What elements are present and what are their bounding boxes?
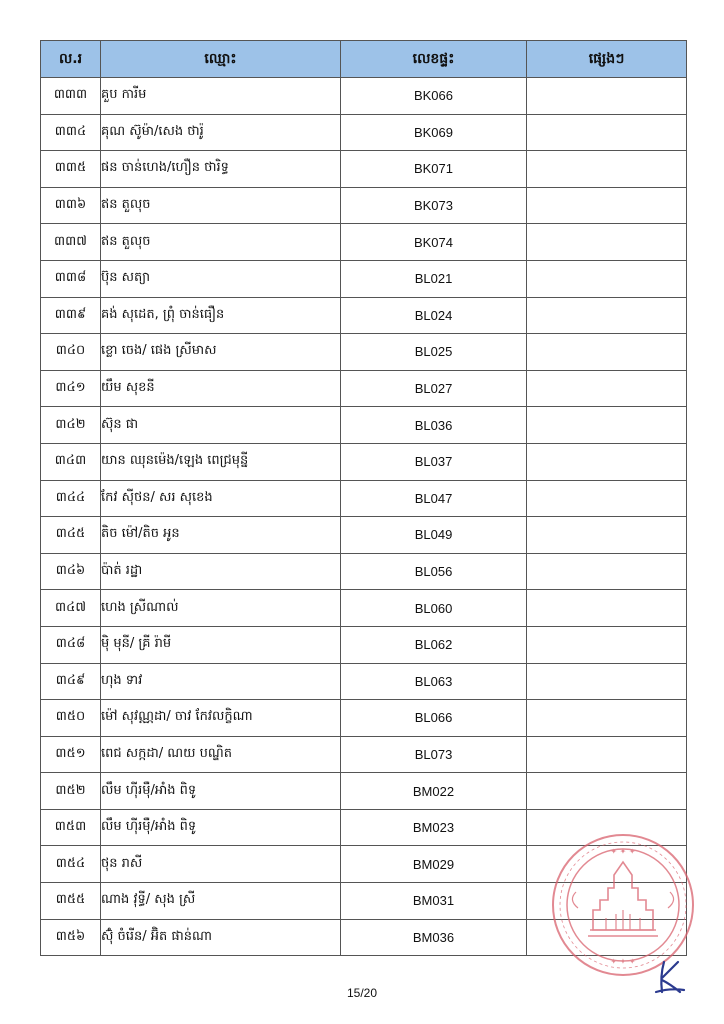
cell-house-number: BM036 bbox=[341, 919, 527, 956]
cell-other bbox=[527, 773, 687, 810]
cell-other bbox=[527, 517, 687, 554]
table-row bbox=[41, 773, 687, 810]
cell-number: ៣៣៧ bbox=[41, 224, 101, 261]
table-row bbox=[41, 517, 687, 554]
cell-name: ហុង ទាវ bbox=[101, 663, 341, 700]
cell-house-number: BL073 bbox=[341, 736, 527, 773]
cell-other bbox=[527, 114, 687, 151]
cell-name: យឹម សុខនី bbox=[101, 370, 341, 407]
cell-name: កែវ ស៊ីថន/ សរ សុខេង bbox=[101, 480, 341, 517]
table-row bbox=[41, 590, 687, 627]
cell-name: ម៉ិ មុនី/ គ្រី រ៉ាមី bbox=[101, 626, 341, 663]
cell-house-number: BL036 bbox=[341, 407, 527, 444]
cell-name: ឥន តួលុច bbox=[101, 224, 341, 261]
cell-name: គុណ ស៊ូម៉ា/សេង ថារ៉ូ bbox=[101, 114, 341, 151]
table-row bbox=[41, 187, 687, 224]
cell-house-number: BL062 bbox=[341, 626, 527, 663]
table-row bbox=[41, 407, 687, 444]
cell-other bbox=[527, 590, 687, 627]
cell-house-number: BL049 bbox=[341, 517, 527, 554]
cell-name: ម៉ៅ សុវណ្ណដា/ ចាវ កែវលក្ខិណា bbox=[101, 700, 341, 737]
cell-house-number: BM031 bbox=[341, 883, 527, 920]
cell-house-number: BK069 bbox=[341, 114, 527, 151]
cell-other bbox=[527, 78, 687, 115]
cell-other bbox=[527, 736, 687, 773]
table-row bbox=[41, 553, 687, 590]
table-row bbox=[41, 260, 687, 297]
cell-number: ៣៤៤ bbox=[41, 480, 101, 517]
cell-name: ប៉ាត់ រដ្ឋា bbox=[101, 553, 341, 590]
cell-number: ៣៤៧ bbox=[41, 590, 101, 627]
cell-other bbox=[527, 553, 687, 590]
cell-number: ៣៥៦ bbox=[41, 919, 101, 956]
cell-number: ៣៣៨ bbox=[41, 260, 101, 297]
cell-name: លឹម ហ៊ីរម៉ឺ/អាំង ពិទូ bbox=[101, 773, 341, 810]
cell-name: គង់ សុដេត, ព្រុំ ចាន់ធឿន bbox=[101, 297, 341, 334]
signature-icon bbox=[650, 958, 690, 996]
cell-name: លឹម ហ៊ីរម៉ឺ/អាំង ពិទូ bbox=[101, 809, 341, 846]
cell-number: ៣៤៥ bbox=[41, 517, 101, 554]
cell-other bbox=[527, 297, 687, 334]
cell-name: គួប ការីម bbox=[101, 78, 341, 115]
cell-number: ៣៥៤ bbox=[41, 846, 101, 883]
header-name: ឈ្មោះ bbox=[101, 41, 341, 78]
cell-name: ប៊ុន សត្យា bbox=[101, 260, 341, 297]
table-row bbox=[41, 224, 687, 261]
cell-number: ៣៥៥ bbox=[41, 883, 101, 920]
cell-other bbox=[527, 260, 687, 297]
cell-house-number: BK071 bbox=[341, 151, 527, 188]
cell-number: ៣៣៣ bbox=[41, 78, 101, 115]
table-row bbox=[41, 443, 687, 480]
cell-other bbox=[527, 700, 687, 737]
table-row bbox=[41, 663, 687, 700]
page-number: 15/20 bbox=[346, 986, 378, 1000]
cell-house-number: BL056 bbox=[341, 553, 527, 590]
cell-number: ៣៥១ bbox=[41, 736, 101, 773]
cell-house-number: BM022 bbox=[341, 773, 527, 810]
cell-number: ៣៤២ bbox=[41, 407, 101, 444]
table-body bbox=[41, 78, 687, 956]
cell-other bbox=[527, 407, 687, 444]
cell-house-number: BM023 bbox=[341, 809, 527, 846]
cell-name: ថុន រាសី bbox=[101, 846, 341, 883]
cell-other bbox=[527, 370, 687, 407]
cell-other bbox=[527, 626, 687, 663]
cell-name: ឥន តួលុច bbox=[101, 187, 341, 224]
cell-other bbox=[527, 187, 687, 224]
cell-name: ពេជ សក្កដា/ ណយ បណ្ឌិត bbox=[101, 736, 341, 773]
cell-name: ផន ចាន់ហេង/ហឿន ថារិទ្ធ bbox=[101, 151, 341, 188]
cell-other bbox=[527, 224, 687, 261]
cell-other bbox=[527, 480, 687, 517]
cell-house-number: BK073 bbox=[341, 187, 527, 224]
cell-house-number: BL060 bbox=[341, 590, 527, 627]
cell-number: ៣៥៣ bbox=[41, 809, 101, 846]
cell-house-number: BM029 bbox=[341, 846, 527, 883]
cell-house-number: BL066 bbox=[341, 700, 527, 737]
cell-name: ស៊ុំ ចំរើន/ អ៊ិត ផាន់ណា bbox=[101, 919, 341, 956]
table-row bbox=[41, 114, 687, 151]
cell-number: ៣៣៥ bbox=[41, 151, 101, 188]
table-row bbox=[41, 334, 687, 371]
cell-house-number: BL027 bbox=[341, 370, 527, 407]
svg-text:✦ ✦ ✦: ✦ ✦ ✦ bbox=[610, 957, 636, 966]
table-row bbox=[41, 700, 687, 737]
header-house-number: លេខផ្ទះ bbox=[341, 41, 527, 78]
cell-other bbox=[527, 663, 687, 700]
cell-number: ៣៤៩ bbox=[41, 663, 101, 700]
table-row bbox=[41, 78, 687, 115]
header-no: ល.រ bbox=[41, 41, 101, 78]
svg-text:✦ ✦ ✦: ✦ ✦ ✦ bbox=[610, 847, 636, 856]
cell-number: ៣៣៦ bbox=[41, 187, 101, 224]
cell-number: ៣៣៩ bbox=[41, 297, 101, 334]
cell-house-number: BL025 bbox=[341, 334, 527, 371]
table-row bbox=[41, 151, 687, 188]
cell-name: ខ្លោ ចេង/ ផេង ស្រីមាស bbox=[101, 334, 341, 371]
cell-number: ៣៥២ bbox=[41, 773, 101, 810]
cell-other bbox=[527, 443, 687, 480]
cell-other bbox=[527, 334, 687, 371]
cell-name: តិច ម៉ៅ/តិច អូន bbox=[101, 517, 341, 554]
table-row bbox=[41, 297, 687, 334]
cell-number: ៣៥០ bbox=[41, 700, 101, 737]
cell-other bbox=[527, 151, 687, 188]
cell-house-number: BL063 bbox=[341, 663, 527, 700]
cell-name: យាន ឈុនម៉េង/ឡេង ពេជ្រមុន្នី bbox=[101, 443, 341, 480]
header-other: ផ្សេងៗ bbox=[527, 41, 687, 78]
table-row bbox=[41, 480, 687, 517]
cell-house-number: BL024 bbox=[341, 297, 527, 334]
cell-name: ស៊ុន ផា bbox=[101, 407, 341, 444]
cell-house-number: BL037 bbox=[341, 443, 527, 480]
cell-house-number: BL021 bbox=[341, 260, 527, 297]
table-header-row bbox=[41, 41, 687, 78]
document-table bbox=[40, 40, 687, 956]
cell-number: ៣៤៨ bbox=[41, 626, 101, 663]
cell-name: ណាង វុទ្ធី/ សុង ស្រី bbox=[101, 883, 341, 920]
table-row bbox=[41, 626, 687, 663]
cell-number: ៣៤៣ bbox=[41, 443, 101, 480]
cell-house-number: BL047 bbox=[341, 480, 527, 517]
cell-number: ៣៤១ bbox=[41, 370, 101, 407]
cell-name: ហេង ស្រីណាល់ bbox=[101, 590, 341, 627]
table-row bbox=[41, 370, 687, 407]
cell-number: ៣៣៤ bbox=[41, 114, 101, 151]
cell-house-number: BK074 bbox=[341, 224, 527, 261]
table-row bbox=[41, 736, 687, 773]
cell-number: ៣៤៦ bbox=[41, 553, 101, 590]
cell-number: ៣៤០ bbox=[41, 334, 101, 371]
cell-house-number: BK066 bbox=[341, 78, 527, 115]
